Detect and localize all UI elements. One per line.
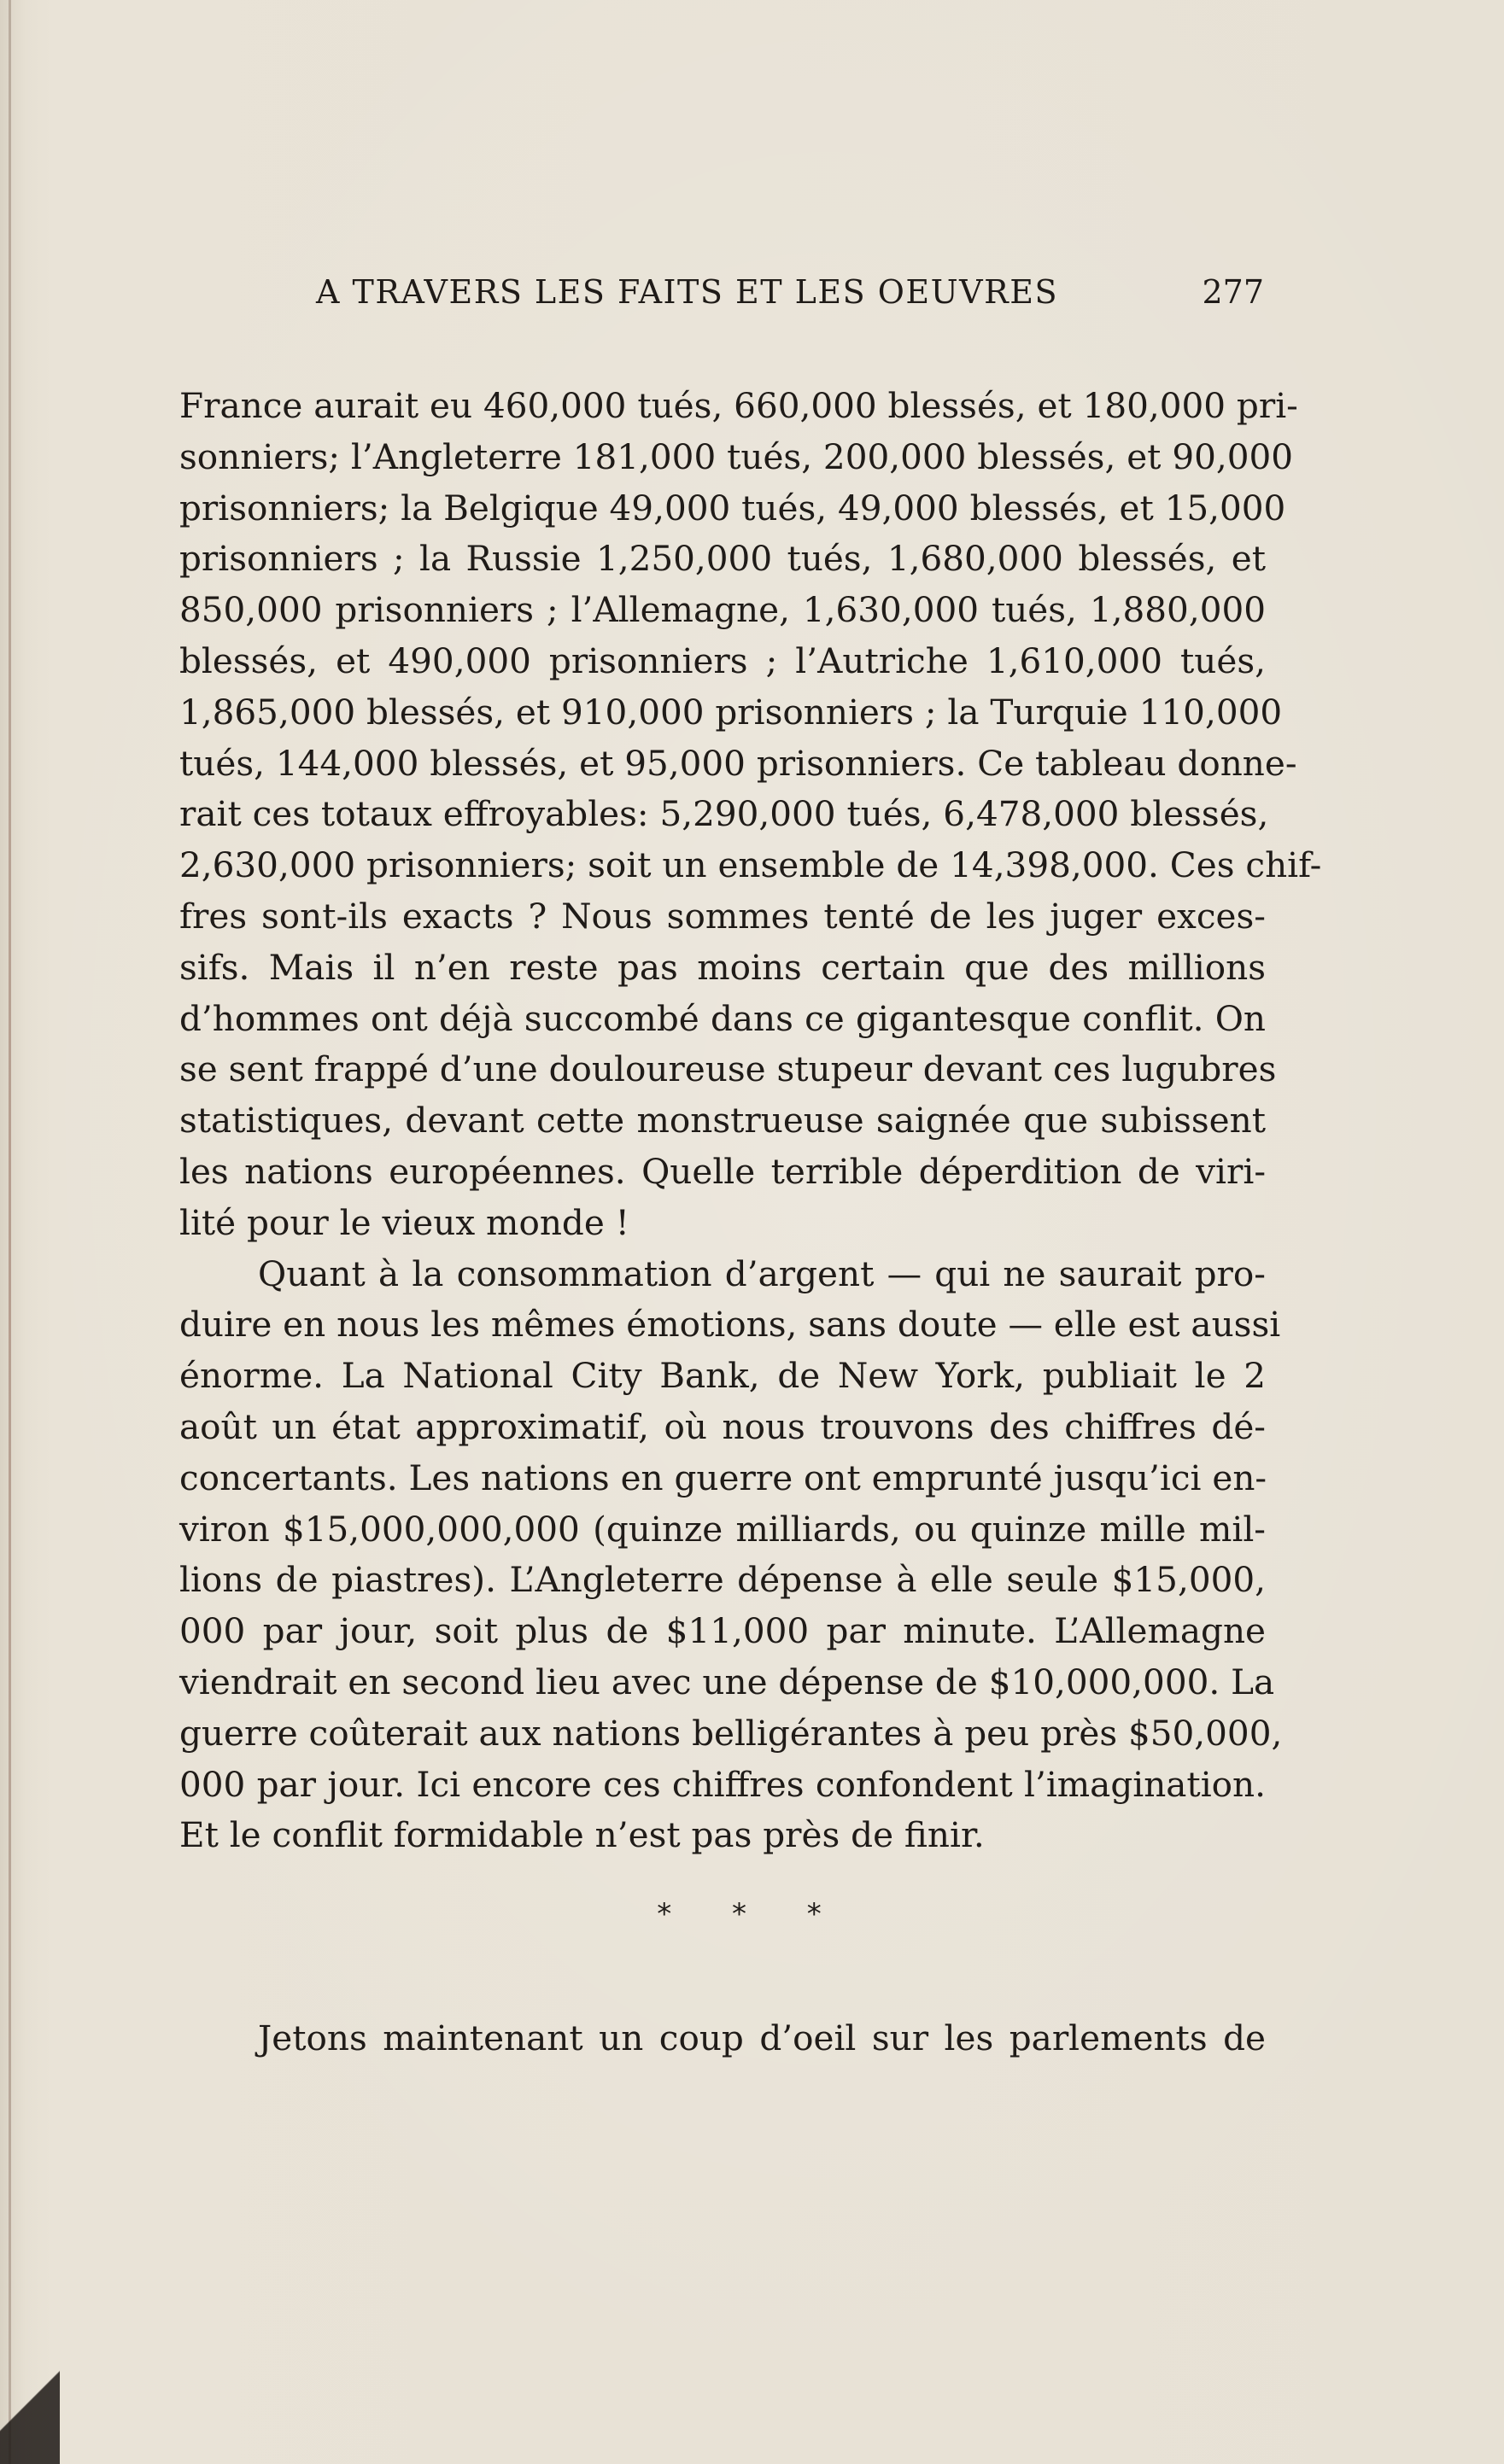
text-line: lité pour le vieux monde ! xyxy=(179,1201,629,1243)
text-line: 000 par jour, soit plus de $11,000 par minute. L’Allemagne xyxy=(179,1610,1266,1652)
paragraph-parliaments: Jetons maintenant un coup d’oeil sur les parlements de xyxy=(258,2017,1266,2058)
text-line: 000 par jour. Ici encore ces chiffres confondent l’imagination. xyxy=(179,1763,1266,1805)
paragraph-money xyxy=(179,1249,1283,1862)
text-line: sifs. Mais il n’en reste pas moins certain que des millions xyxy=(179,946,1266,988)
paragraph-statistics xyxy=(179,381,1322,1249)
body-text xyxy=(179,381,1322,1861)
text-line: énorme. La National City Bank, de New York, publiait le 2 xyxy=(179,1355,1266,1397)
text-line: tués, 144,000 blessés, et 95,000 prisonniers. Ce tableau donne- xyxy=(179,742,1297,784)
section-break-asterisks: * * * xyxy=(657,1897,847,1931)
running-title: A TRAVERS LES FAITS ET LES OEUVRES xyxy=(316,273,1058,311)
text-line: 1,865,000 blessés, et 910,000 prisonniers ; la Turquie 110,000 xyxy=(179,691,1283,733)
text-line: fres sont-ils exacts ? Nous sommes tenté de les juger exces- xyxy=(179,895,1266,937)
text-line: guerre coûterait aux nations belligérantes à peu près $50,000, xyxy=(179,1712,1283,1754)
text-line: 2,630,000 prisonniers; soit un ensemble de 14,398,000. Ces chif- xyxy=(179,844,1322,886)
text-line: duire en nous les mêmes émotions, sans doute — elle est aussi xyxy=(179,1304,1281,1346)
page-number: 277 xyxy=(1202,273,1264,311)
text-line: se sent frappé d’une douloureuse stupeur devant ces lugubres xyxy=(179,1048,1277,1090)
text-line: les nations européennes. Quelle terrible déperdition de viri- xyxy=(179,1150,1266,1192)
text-line: viendrait en second lieu avec une dépense de $10,000,000. La xyxy=(179,1661,1275,1702)
text-line: sonniers; l’Angleterre 181,000 tués, 200,000 blessés, et 90,000 xyxy=(179,435,1294,477)
text-line: d’hommes ont déjà succombé dans ce gigantesque conflit. On xyxy=(179,997,1266,1039)
text-line: août un état approximatif, où nous trouvons des chiffres dé- xyxy=(179,1405,1266,1447)
page-edge-shadow xyxy=(9,0,11,2464)
running-head xyxy=(316,273,1264,324)
text-line: blessés, et 490,000 prisonniers ; l’Autriche 1,610,000 tués, xyxy=(179,639,1266,681)
text-line: viron $15,000,000,000 (quinze milliards, ou quinze mille mil- xyxy=(179,1508,1266,1550)
text-line: rait ces totaux effroyables: 5,290,000 tués, 6,478,000 blessés, xyxy=(179,793,1269,835)
page-corner-shadow xyxy=(0,2336,60,2464)
text-line: prisonniers ; la Russie 1,250,000 tués, 1,680,000 blessés, et xyxy=(179,538,1266,580)
text-line: prisonniers; la Belgique 49,000 tués, 49,000 blessés, et 15,000 xyxy=(179,487,1286,528)
text-line: lions de piastres). L’Angleterre dépense à elle seule $15,000, xyxy=(179,1559,1266,1601)
text-line: statistiques, devant cette monstrueuse saignée que subissent xyxy=(179,1100,1266,1141)
text-line: 850,000 prisonniers ; l’Allemagne, 1,630,000 tués, 1,880,000 xyxy=(179,589,1266,631)
text-line: Quant à la consommation d’argent — qui ne saurait pro- xyxy=(258,1252,1266,1294)
text-line: Et le conflit formidable n’est pas près de finir. xyxy=(179,1814,985,1856)
text-line: concertants. Les nations en guerre ont emprunté jusqu’ici en- xyxy=(179,1457,1267,1498)
text-line: France aurait eu 460,000 tués, 660,000 blessés, et 180,000 pri- xyxy=(179,385,1298,426)
